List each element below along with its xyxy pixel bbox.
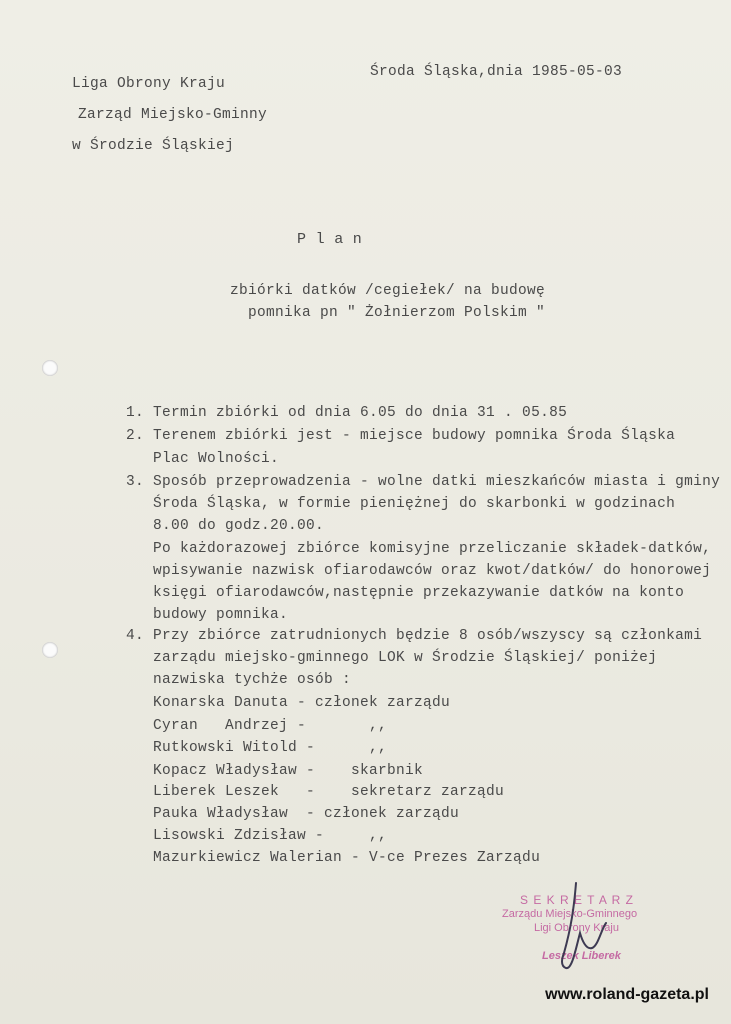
org-line-1: Liga Obrony Kraju xyxy=(72,76,226,92)
body-line: 3. Sposób przeprowadzenia - wolne datki mieszkańców miasta i gminy xyxy=(126,474,721,490)
body-line: wpisywanie nazwisk ofiarodawców oraz kwot/datków/ do honorowej xyxy=(126,563,712,579)
body-line: nazwiska tychże osób : xyxy=(126,672,352,688)
stamp-name: Leszek Liberek xyxy=(542,950,621,962)
stamp-line-2: Ligi Obrony Kraju xyxy=(534,922,619,934)
org-line-3: w Środzie Śląskiej xyxy=(72,138,235,154)
person-line: Kopacz Władysław - skarbnik xyxy=(126,763,424,779)
person-line: Konarska Danuta - członek zarządu xyxy=(126,695,451,711)
stamp-line-1: Zarządu Miejsko-Gminnego xyxy=(502,908,638,920)
document-heading: P l a n xyxy=(297,231,363,248)
punch-hole-top xyxy=(42,360,58,376)
body-line: Po każdorazowej zbiórce komisyjne przeliczanie składek-datków, xyxy=(126,541,712,557)
person-line: Liberek Leszek - sekretarz zarządu xyxy=(126,784,505,800)
place-date: Środa Śląska,dnia 1985-05-03 xyxy=(370,64,623,80)
watermark-url: www.roland-gazeta.pl xyxy=(545,986,709,1003)
body-line: Plac Wolności. xyxy=(126,451,280,467)
document-subtitle-2: pomnika pn " Żołnierzom Polskim " xyxy=(248,305,546,321)
document-subtitle-1: zbiórki datków /cegiełek/ na budowę xyxy=(230,283,546,299)
person-line: Rutkowski Witold - ,, xyxy=(126,740,388,756)
stamp-title: S E K R E T A R Z xyxy=(520,893,634,907)
body-line: księgi ofiarodawców,następnie przekazywanie datków na konto xyxy=(126,585,685,601)
body-line: Środa Śląska, w formie pieniężnej do skarbonki w godzinach xyxy=(126,496,676,512)
body-line: budowy pomnika. xyxy=(126,607,289,623)
person-line: Pauka Władysław - członek zarządu xyxy=(126,806,460,822)
punch-hole-bottom xyxy=(42,642,58,658)
person-line: Cyran Andrzej - ,, xyxy=(126,718,388,734)
person-line: Lisowski Zdzisław - ,, xyxy=(126,828,388,844)
body-line: 8.00 do godz.20.00. xyxy=(126,518,325,534)
body-line: zarządu miejsko-gminnego LOK w Środzie Śląskiej/ poniżej xyxy=(126,650,658,666)
body-line: 4. Przy zbiórce zatrudnionych będzie 8 osób/wszyscy są członkami xyxy=(126,628,703,644)
body-line: 2. Terenem zbiórki jest - miejsce budowy pomnika Środa Śląska xyxy=(126,428,676,444)
org-line-2: Zarząd Miejsko-Gminny xyxy=(78,107,268,123)
person-line: Mazurkiewicz Walerian - V-ce Prezes Zarządu xyxy=(126,850,541,866)
body-line: 1. Termin zbiórki od dnia 6.05 do dnia 31 . 05.85 xyxy=(126,405,568,421)
handwritten-signature xyxy=(546,878,636,978)
